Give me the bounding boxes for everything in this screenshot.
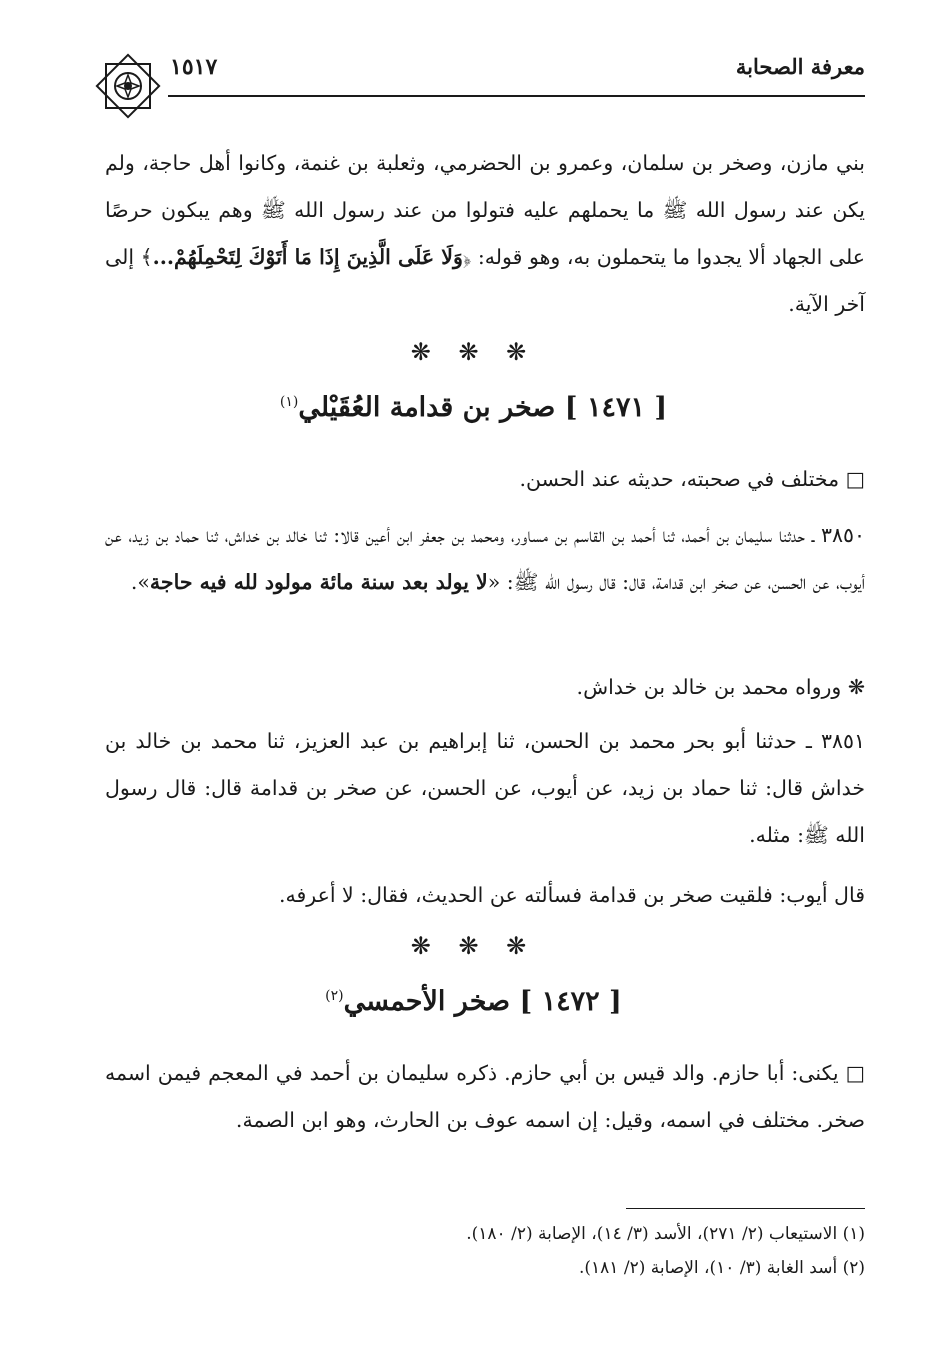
narration-note: ❋ ورواه محمد بن خالد بن خداش. <box>576 675 865 699</box>
entry-text-1472: □ يكنى: أبا حازم. والد قيس بن أبي حازم. ذكره سليمان بن أحمد في المعجم فيمن اسمه صخر. مختلف في اسمه، وقيل: إن اسمه عوف بن الحارث، وهو ابن الصمة. <box>105 1061 865 1132</box>
ornament-icon <box>90 48 166 124</box>
entry-heading-text: [ ١٤٧١ ] صخر بن قدامة العُقَيْلي <box>298 392 668 423</box>
section-separator: ❋ ❋ ❋ <box>410 338 537 366</box>
header-rule <box>168 95 865 97</box>
intro-text-end: ﴾ إلى آخر الآية. <box>105 245 865 316</box>
entry-intro: □ مختلف في صحبته، حديثه عند الحسن. <box>519 467 865 491</box>
page-number: ١٥١٧ <box>170 54 218 80</box>
hadith-quote: لا يولد بعد سنة مائة مولود لله فيه حاجة <box>149 570 488 594</box>
footnote-1: (١) الاستيعاب (٢/ ٢٧١)، الأسد (٣/ ١٤)، الإصابة (٢/ ١٨٠). <box>466 1224 865 1244</box>
entry-heading-1472 <box>82 986 865 1017</box>
footnote-rule <box>626 1208 865 1209</box>
ayyub-remark: قال أيوب: فلقيت صخر بن قدامة فسألته عن الحديث، فقال: لا أعرفه. <box>278 883 865 907</box>
hadith-3851: ٣٨٥١ ـ حدثنا أبو بحر محمد بن الحسن، ثنا إبراهيم بن عبد العزيز، ثنا محمد بن خالد بن خداش قال: ثنا حماد بن زيد، عن أيوب، عن الحسن، عن صخر بن قدامة قال: قال رسول الله ﷺ: مثله. <box>105 729 865 847</box>
entry-heading-1471 <box>82 392 865 423</box>
hadith-text: ٣٨٥٠ ـ حدثنا سليمان بن أحمد، ثنا أحمد بن القاسم بن مساور، ومحمد بن جعفر ابن أعين قالا: ثنا خالد بن خداش، ثنا حماد بن زيد، عن أيوب، عن الحسن، عن صخر ابن قدامة، قال: قال رسول الله ﷺ: « <box>105 523 865 594</box>
entry-heading-text: [ ١٤٧٢ ] صخر الأحمسي <box>343 986 622 1017</box>
footnote-marker: (٢) <box>325 988 344 1004</box>
section-separator: ❋ ❋ ❋ <box>410 932 537 960</box>
intro-text: بني مازن، وصخر بن سلمان، وعمرو بن الحضرمي، وثعلبة بن غنمة، وكانوا أهل حاجة، ولم يكن عند رسول الله ﷺ ما يحملهم عليه فتولوا من عند رسول الله ﷺ وهم يبكون حرصًا على الجهاد ألا يجدوا ما يتحملون به، وهو قوله: ﴿ <box>105 151 865 269</box>
intro-paragraph <box>105 140 865 328</box>
hadith-text-end: ». <box>130 570 150 594</box>
running-header-title: معرفة الصحابة <box>735 54 865 79</box>
footnote-2: (٢) أسد الغابة (٣/ ١٠)، الإصابة (٢/ ١٨١). <box>578 1258 865 1278</box>
hadith-3850 <box>105 512 865 606</box>
quran-quote: وَلَا عَلَى الَّذِينَ إِذَا مَا أَتَوْكَ لِتَحْمِلَهُمْ... <box>152 245 463 269</box>
footnote-marker: (١) <box>279 394 299 410</box>
